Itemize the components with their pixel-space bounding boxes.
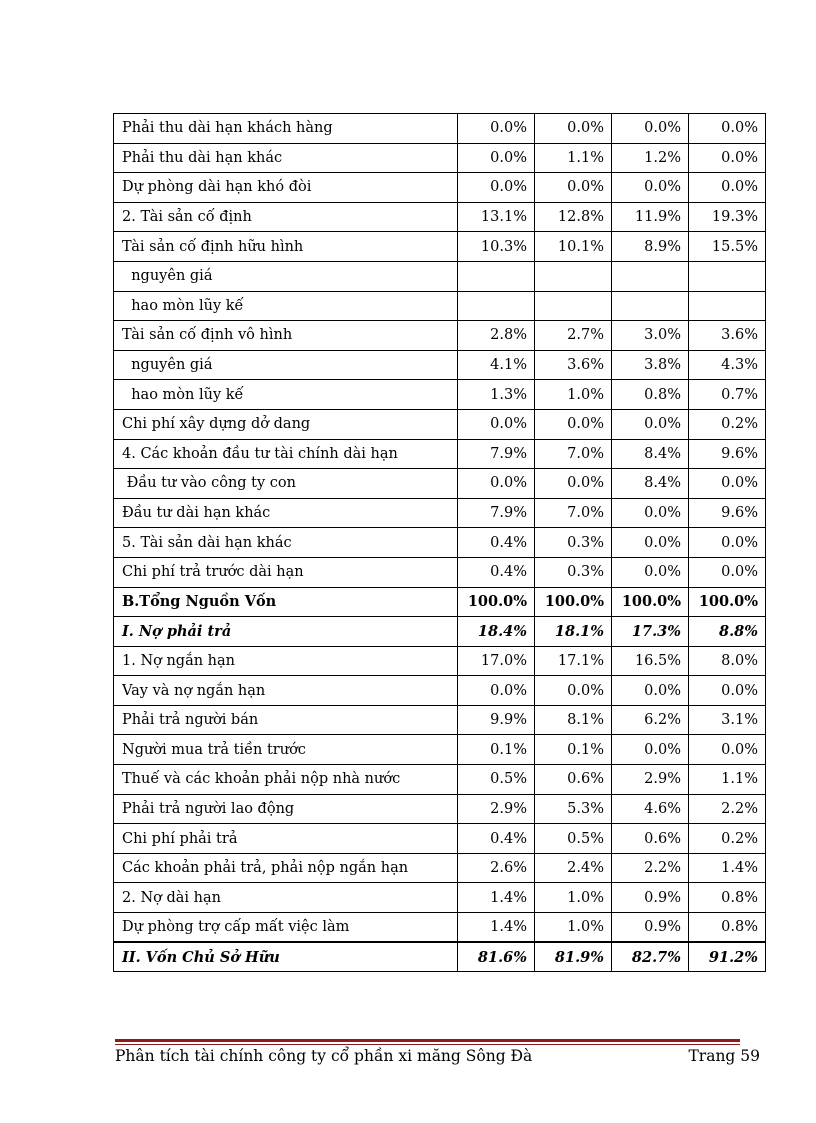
table-row — [114, 765, 766, 795]
value-cell: 0.1% — [535, 735, 612, 765]
value-cell: 91.2% — [689, 942, 766, 972]
table-row — [114, 735, 766, 765]
value-cell: 1.0% — [535, 380, 612, 410]
row-label: Các khoản phải trả, phải nộp ngắn hạn — [114, 853, 458, 883]
table-row — [114, 409, 766, 439]
value-cell: 17.1% — [535, 646, 612, 676]
value-cell: 0.0% — [689, 173, 766, 203]
value-cell: 0.0% — [612, 409, 689, 439]
table-row — [114, 173, 766, 203]
value-cell — [612, 261, 689, 291]
value-cell: 10.3% — [458, 232, 535, 262]
row-label: hao mòn lũy kế — [114, 291, 458, 321]
value-cell: 0.8% — [689, 883, 766, 913]
value-cell: 0.0% — [535, 173, 612, 203]
value-cell: 0.0% — [612, 557, 689, 587]
page-number: Trang 59 — [688, 1047, 760, 1065]
value-cell: 3.6% — [535, 350, 612, 380]
table-row — [114, 380, 766, 410]
table-row — [114, 261, 766, 291]
value-cell: 8.4% — [612, 439, 689, 469]
table-row — [114, 883, 766, 913]
value-cell: 5.3% — [535, 794, 612, 824]
value-cell: 0.0% — [689, 114, 766, 144]
value-cell: 7.9% — [458, 439, 535, 469]
page-footer — [115, 1047, 760, 1065]
value-cell: 7.0% — [535, 498, 612, 528]
value-cell: 0.0% — [612, 676, 689, 706]
value-cell: 100.0% — [535, 587, 612, 617]
table-row — [114, 824, 766, 854]
value-cell: 0.0% — [612, 173, 689, 203]
row-label: Phải trả người bán — [114, 705, 458, 735]
value-cell: 0.0% — [458, 469, 535, 499]
table-row — [114, 853, 766, 883]
value-cell: 4.3% — [689, 350, 766, 380]
value-cell: 0.5% — [535, 824, 612, 854]
value-cell: 7.0% — [535, 439, 612, 469]
value-cell: 1.4% — [458, 883, 535, 913]
value-cell: 2.2% — [612, 853, 689, 883]
value-cell: 15.5% — [689, 232, 766, 262]
value-cell: 82.7% — [612, 942, 689, 972]
value-cell: 9.6% — [689, 439, 766, 469]
table-row — [114, 913, 766, 943]
value-cell: 0.0% — [458, 409, 535, 439]
value-cell — [689, 291, 766, 321]
table-row — [114, 646, 766, 676]
row-label: 2. Nợ dài hạn — [114, 883, 458, 913]
table-row — [114, 528, 766, 558]
value-cell — [689, 261, 766, 291]
footer-divider-thin — [115, 1044, 740, 1045]
value-cell: 0.0% — [612, 735, 689, 765]
row-label: Chi phí trả trước dài hạn — [114, 557, 458, 587]
row-label: I. Nợ phải trả — [114, 617, 458, 647]
value-cell: 0.0% — [535, 469, 612, 499]
table-row — [114, 232, 766, 262]
value-cell: 8.9% — [612, 232, 689, 262]
value-cell: 8.0% — [689, 646, 766, 676]
value-cell: 81.6% — [458, 942, 535, 972]
value-cell: 0.0% — [458, 143, 535, 173]
table-row — [114, 143, 766, 173]
value-cell: 0.1% — [458, 735, 535, 765]
row-label: B.Tổng Nguồn Vốn — [114, 587, 458, 617]
value-cell: 1.4% — [689, 853, 766, 883]
table-row — [114, 705, 766, 735]
value-cell: 2.4% — [535, 853, 612, 883]
row-label: Thuế và các khoản phải nộp nhà nước — [114, 765, 458, 795]
value-cell: 8.4% — [612, 469, 689, 499]
row-label: Chi phí phải trả — [114, 824, 458, 854]
row-label: Tài sản cố định hữu hình — [114, 232, 458, 262]
value-cell: 0.4% — [458, 824, 535, 854]
value-cell: 1.0% — [535, 883, 612, 913]
value-cell: 18.1% — [535, 617, 612, 647]
value-cell: 16.5% — [612, 646, 689, 676]
value-cell: 0.0% — [458, 114, 535, 144]
row-label: Dự phòng dài hạn khó đòi — [114, 173, 458, 203]
value-cell — [612, 291, 689, 321]
footer-title: Phân tích tài chính công ty cổ phần xi măng Sông Đà — [115, 1047, 533, 1065]
table-row — [114, 291, 766, 321]
value-cell: 0.3% — [535, 557, 612, 587]
row-label: 5. Tài sản dài hạn khác — [114, 528, 458, 558]
value-cell: 0.9% — [612, 913, 689, 943]
footer-divider — [115, 1039, 740, 1042]
row-label: Tài sản cố định vô hình — [114, 321, 458, 351]
value-cell: 9.6% — [689, 498, 766, 528]
value-cell: 0.0% — [612, 528, 689, 558]
value-cell: 0.2% — [689, 824, 766, 854]
value-cell: 2.2% — [689, 794, 766, 824]
value-cell: 0.0% — [689, 557, 766, 587]
row-label: Đầu tư dài hạn khác — [114, 498, 458, 528]
table-row — [114, 942, 766, 972]
value-cell: 100.0% — [689, 587, 766, 617]
row-label: Phải thu dài hạn khác — [114, 143, 458, 173]
row-label: Phải trả người lao động — [114, 794, 458, 824]
row-label: Dự phòng trợ cấp mất việc làm — [114, 913, 458, 943]
value-cell: 1.0% — [535, 913, 612, 943]
row-label: II. Vốn Chủ Sở Hữu — [114, 942, 458, 972]
value-cell: 0.0% — [535, 114, 612, 144]
value-cell: 9.9% — [458, 705, 535, 735]
value-cell: 100.0% — [458, 587, 535, 617]
row-label: Người mua trả tiền trước — [114, 735, 458, 765]
value-cell: 4.1% — [458, 350, 535, 380]
value-cell: 11.9% — [612, 202, 689, 232]
value-cell: 1.4% — [458, 913, 535, 943]
value-cell: 19.3% — [689, 202, 766, 232]
value-cell: 0.8% — [689, 913, 766, 943]
row-label: Phải thu dài hạn khách hàng — [114, 114, 458, 144]
value-cell: 2.6% — [458, 853, 535, 883]
value-cell: 0.4% — [458, 528, 535, 558]
value-cell: 1.1% — [535, 143, 612, 173]
value-cell: 100.0% — [612, 587, 689, 617]
value-cell: 0.5% — [458, 765, 535, 795]
value-cell: 8.8% — [689, 617, 766, 647]
value-cell: 6.2% — [612, 705, 689, 735]
value-cell: 12.8% — [535, 202, 612, 232]
value-cell: 1.1% — [689, 765, 766, 795]
value-cell: 2.8% — [458, 321, 535, 351]
value-cell: 81.9% — [535, 942, 612, 972]
value-cell: 17.3% — [612, 617, 689, 647]
value-cell: 0.0% — [612, 114, 689, 144]
value-cell: 0.0% — [535, 409, 612, 439]
row-label: hao mòn lũy kế — [114, 380, 458, 410]
value-cell — [535, 291, 612, 321]
table-row — [114, 587, 766, 617]
table-row — [114, 114, 766, 144]
table-row — [114, 202, 766, 232]
row-label: Vay và nợ ngắn hạn — [114, 676, 458, 706]
value-cell: 10.1% — [535, 232, 612, 262]
value-cell: 17.0% — [458, 646, 535, 676]
value-cell: 3.0% — [612, 321, 689, 351]
table-row — [114, 617, 766, 647]
value-cell: 1.2% — [612, 143, 689, 173]
value-cell: 0.6% — [612, 824, 689, 854]
row-label: nguyên giá — [114, 261, 458, 291]
table-row — [114, 557, 766, 587]
table-row — [114, 321, 766, 351]
value-cell: 13.1% — [458, 202, 535, 232]
value-cell: 0.0% — [612, 498, 689, 528]
value-cell — [458, 291, 535, 321]
table-body — [114, 114, 766, 972]
value-cell: 0.0% — [689, 735, 766, 765]
value-cell: 0.0% — [689, 143, 766, 173]
value-cell: 0.7% — [689, 380, 766, 410]
table-row — [114, 469, 766, 499]
value-cell: 0.0% — [458, 676, 535, 706]
value-cell: 7.9% — [458, 498, 535, 528]
table-row — [114, 498, 766, 528]
value-cell: 0.0% — [458, 173, 535, 203]
value-cell: 0.4% — [458, 557, 535, 587]
table-row — [114, 676, 766, 706]
value-cell: 3.8% — [612, 350, 689, 380]
value-cell: 18.4% — [458, 617, 535, 647]
value-cell: 0.3% — [535, 528, 612, 558]
value-cell: 3.6% — [689, 321, 766, 351]
row-label: nguyên giá — [114, 350, 458, 380]
value-cell: 0.2% — [689, 409, 766, 439]
row-label: Đầu tư vào công ty con — [114, 469, 458, 499]
value-cell: 0.0% — [535, 676, 612, 706]
value-cell: 4.6% — [612, 794, 689, 824]
value-cell: 2.9% — [612, 765, 689, 795]
value-cell: 3.1% — [689, 705, 766, 735]
table-row — [114, 439, 766, 469]
row-label: Chi phí xây dựng dở dang — [114, 409, 458, 439]
value-cell: 0.8% — [612, 380, 689, 410]
value-cell: 0.0% — [689, 676, 766, 706]
table-row — [114, 350, 766, 380]
value-cell: 0.9% — [612, 883, 689, 913]
value-cell: 8.1% — [535, 705, 612, 735]
value-cell: 1.3% — [458, 380, 535, 410]
value-cell: 0.0% — [689, 469, 766, 499]
value-cell — [458, 261, 535, 291]
value-cell: 0.0% — [689, 528, 766, 558]
value-cell: 0.6% — [535, 765, 612, 795]
row-label: 1. Nợ ngắn hạn — [114, 646, 458, 676]
value-cell — [535, 261, 612, 291]
row-label: 2. Tài sản cố định — [114, 202, 458, 232]
value-cell: 2.9% — [458, 794, 535, 824]
financial-ratio-table — [113, 113, 766, 972]
table-row — [114, 794, 766, 824]
value-cell: 2.7% — [535, 321, 612, 351]
row-label: 4. Các khoản đầu tư tài chính dài hạn — [114, 439, 458, 469]
